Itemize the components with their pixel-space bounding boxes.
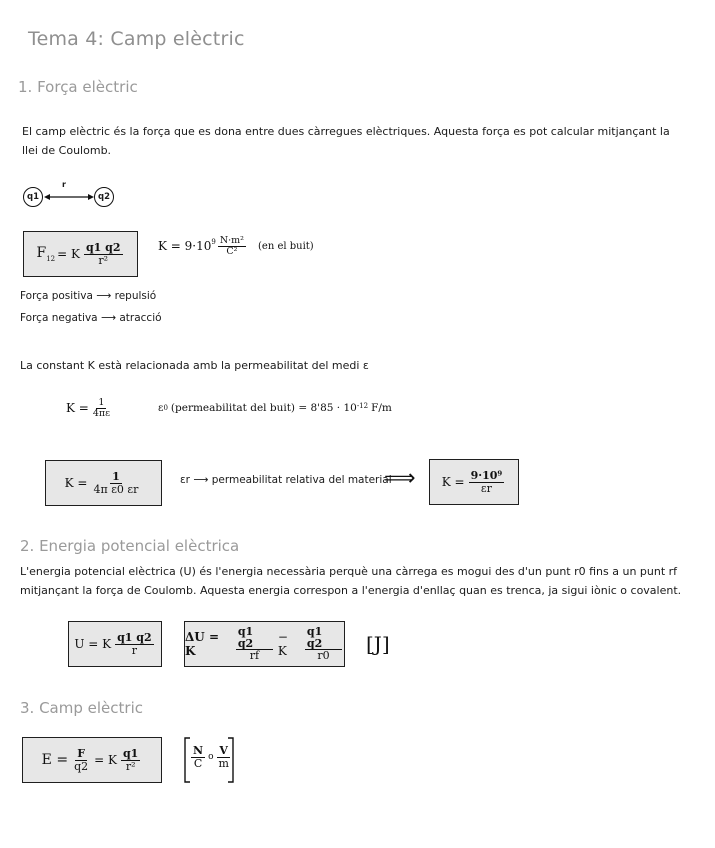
section-2-heading: 2. Energia potencial elèctrica — [20, 537, 240, 555]
k-value: K = 9·10 $^9$ $\frac{\text{N·m²}}{\text{C²}}$ (en el buit) — [158, 235, 314, 257]
implies-arrow: ⟹ — [384, 466, 416, 491]
relative-permittivity-note: εr ⟶ permeabilitat relativa del material — [180, 474, 392, 486]
vacuum-permittivity: ε 0 (permeabilitat del buit) = 8'85 · 10 -12 F/m — [158, 402, 392, 414]
section-1-text: El camp elèctric és la força que es dona entre dues càrregues elèctriques. Aquesta força es pot calcular mitjançant la llei de Coulomb. — [22, 125, 670, 157]
section-3-heading: 3. Camp elèctric — [20, 699, 143, 717]
coulomb-law-box — [23, 231, 138, 277]
k-note: (en el buit) — [258, 240, 314, 252]
energy-unit: [J] — [366, 632, 390, 656]
potential-energy-box: U = K $\frac{q1 q2}{r}$ — [68, 621, 162, 667]
distance-arrow — [44, 189, 94, 205]
electric-field-box: E = $\frac{F}{q2}$ = K $\frac{q1}{\text{r²}}$ — [22, 737, 162, 783]
section-2-text: L'energia potencial elèctrica (U) és l'energia necessària perquè una càrrega es mogui des d'un punt r0 fins a un punt rf mitjançant la força de Coulomb. Aquesta energia correspon a l'energia d'enllaç quan es trenca, ja sigui iònic o covalent. — [20, 565, 682, 597]
coulomb-fraction: $\frac{q1 q2}{\text{r²}}$ — [85, 240, 121, 267]
k-simplified-box: K = $\frac{\text{9·10⁹}}{\varepsilon r}$ — [429, 459, 519, 505]
electric-field-units: $\frac{N}{C}$ o $\frac{V}{m}$ — [183, 736, 235, 784]
page-title: Tema 4: Camp elèctric — [28, 28, 245, 50]
energy-difference-box: ΔU = K $\frac{q1 q2}{rf}$ − K $\frac{q1 q2}{r0}$ — [184, 621, 345, 667]
coulomb-k: = K — [57, 247, 80, 261]
permeability-text: La constant K està relacionada amb la permeabilitat del medi ε — [20, 359, 369, 372]
force-symbol: $F_{12}$ — [36, 245, 56, 263]
negative-force-note: Força negativa ⟶ atracció — [20, 312, 162, 324]
k-unit-fraction: $\frac{\text{N·m²}}{\text{C²}}$ — [219, 235, 244, 257]
k-permeability-formula: K = $\frac{1}{4\pi\varepsilon}$ — [66, 397, 111, 419]
charge-q1: q1 — [23, 187, 43, 207]
positive-force-note: Força positiva ⟶ repulsió — [20, 290, 157, 302]
section-1-heading: 1. Força elèctric — [18, 78, 138, 96]
distance-label: r — [62, 180, 66, 189]
charge-q2: q2 — [94, 187, 114, 207]
k-relative-box: K = $\frac{1}{\text{4π ε0 εr}}$ — [45, 460, 162, 506]
